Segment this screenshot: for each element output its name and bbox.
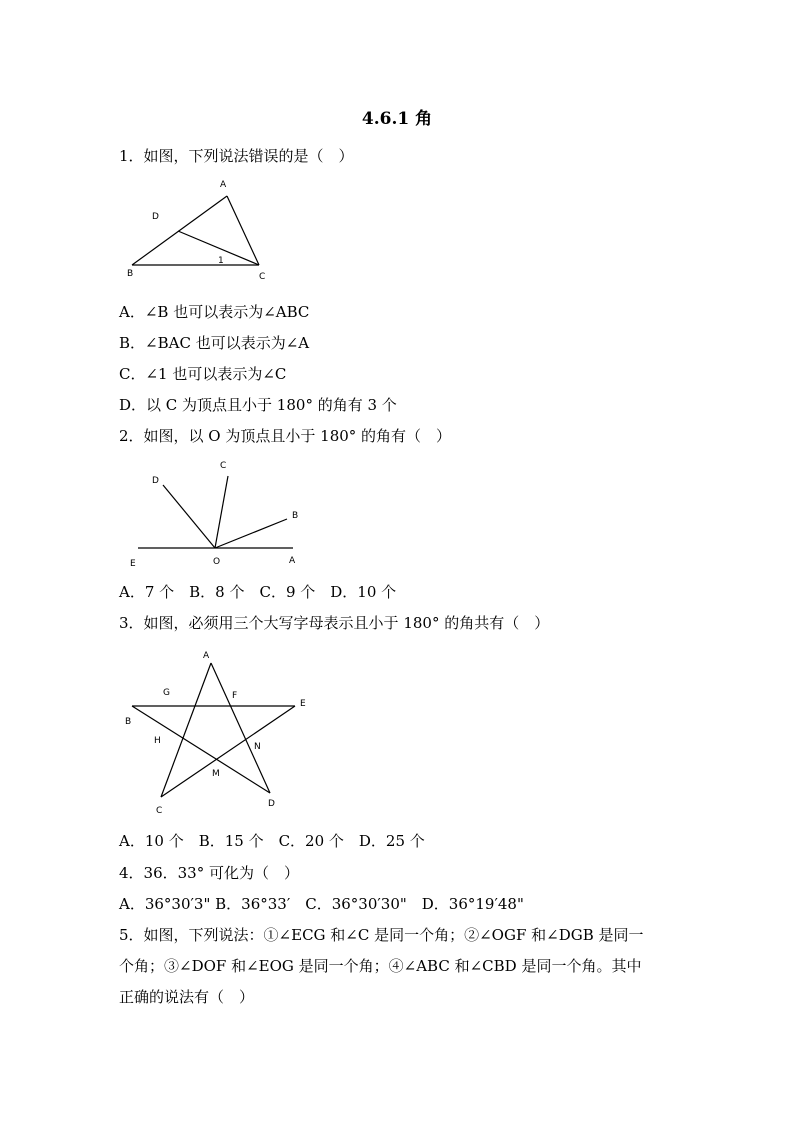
q1-option-b: B．∠BAC 也可以表示为∠A [119,334,310,352]
q2-label-c: C [220,461,227,471]
q3-line-ad [211,663,270,793]
q1-label-1: 1 [218,256,224,266]
q3-label-b: B [125,717,132,727]
q1-label-b: B [127,269,134,279]
q1-stem: 1．如图，下列说法错误的是（ ） [119,147,354,165]
q1-option-d: D．以 C 为顶点且小于 180° 的角有 3 个 [119,396,397,414]
q2-label-e: E [130,559,136,569]
q2-label-d: D [152,476,159,486]
q3-label-d: D [268,799,275,809]
q5-line-2: 个角；③∠DOF 和∠EOG 是同一个角；④∠ABC 和∠CBD 是同一个角。其中 [119,957,642,975]
q2-label-b: B [292,511,299,521]
q3-label-a: A [203,651,210,661]
q3-label-h: H [154,736,161,746]
q2-label-o: O [213,557,221,567]
q1-label-a: A [220,180,227,190]
q3-stem: 3．如图，必须用三个大写字母表示且小于 180° 的角共有（ ） [119,614,550,632]
q3-label-n: N [254,742,261,752]
q3-label-c: C [156,806,163,816]
q1-label-c: C [259,272,266,282]
q3-label-e: E [300,699,306,709]
q3-label-g: G [163,688,170,698]
q1-label-d: D [152,212,159,222]
q3-label-f: F [232,691,238,701]
q1-option-c: C．∠1 也可以表示为∠C [119,365,287,383]
q3-line-bd [132,706,270,793]
q3-label-m: M [212,769,220,779]
q2-stem: 2．如图，以 O 为顶点且小于 180° 的角有（ ） [119,427,452,445]
page-title: 4.6.1 角 [361,109,433,129]
q1-option-a: A．∠B 也可以表示为∠ABC [119,303,310,321]
q2-label-a: A [289,556,296,566]
q3-line-ce [161,706,295,797]
q4-options: A．36°30′3" B．36°33′ C．36°30′30" D．36°19′48" [119,895,524,913]
q5-line-1: 5．如图，下列说法：①∠ECG 和∠C 是同一个角；②∠OGF 和∠DGB 是同一 [119,926,644,944]
q5-line-3: 正确的说法有（ ） [119,988,255,1006]
q3-options: A．10 个 B．15 个 C．20 个 D．25 个 [119,832,425,850]
q3-line-ac [161,663,211,797]
q2-options: A．7 个 B．8 个 C．9 个 D．10 个 [119,583,397,601]
q4-stem: 4．36．33° 可化为（ ） [119,864,299,882]
